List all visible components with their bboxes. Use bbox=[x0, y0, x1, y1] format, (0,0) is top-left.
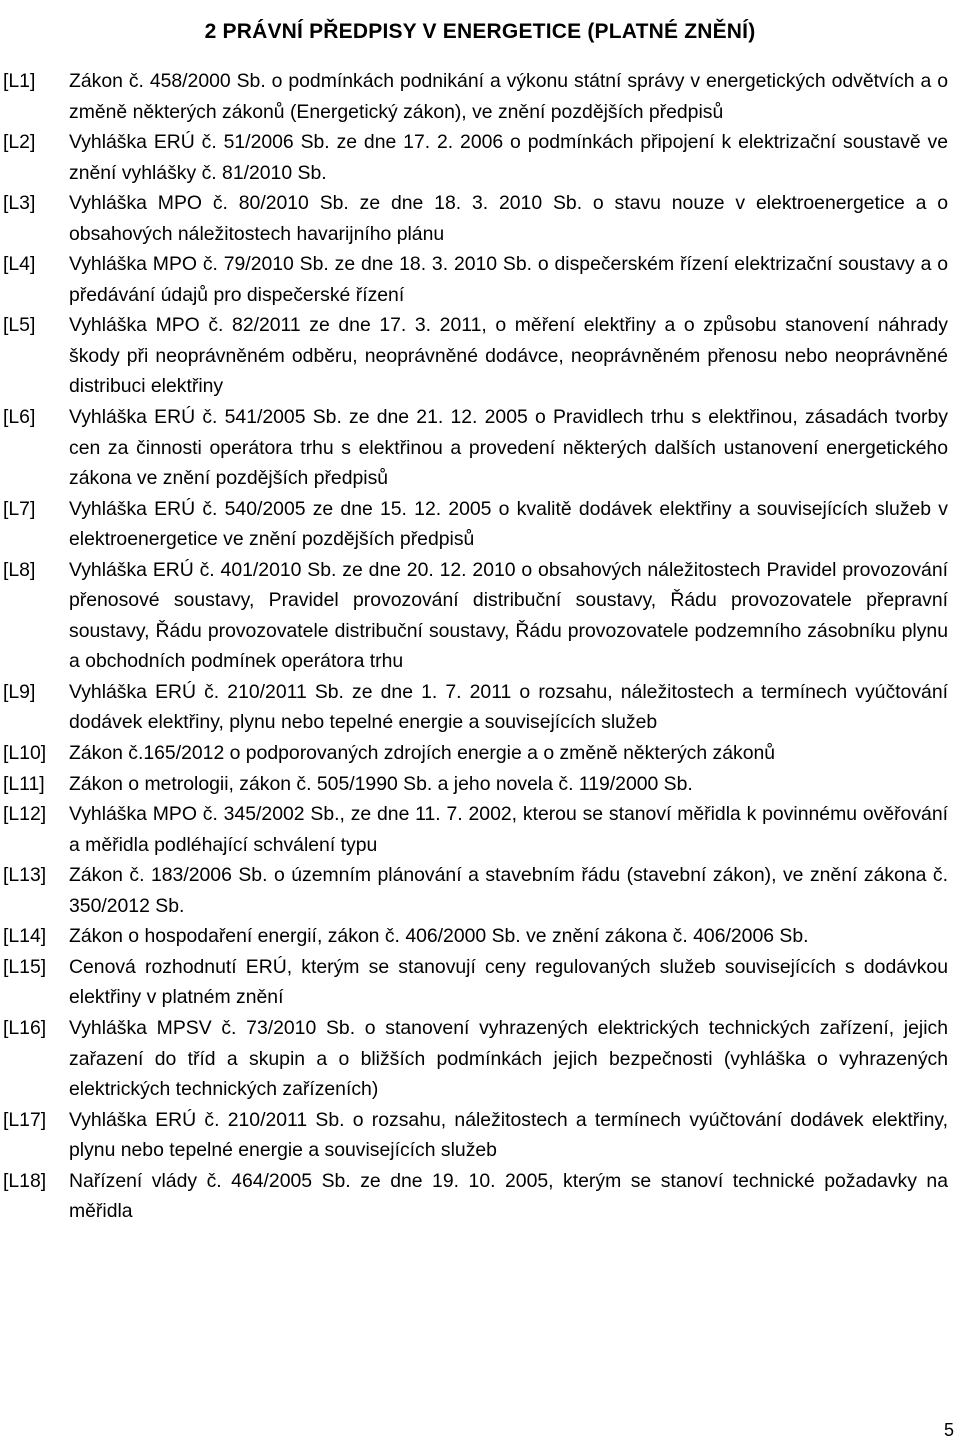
list-item bbox=[3, 677, 948, 738]
reference-label: [L11] bbox=[3, 772, 45, 795]
reference-text: Nařízení vlády č. 464/2005 Sb. ze dne 19. 10. 2005, kterým se stanoví technické požadavky na měřidla bbox=[69, 1169, 948, 1223]
reference-label: [L10] bbox=[3, 742, 47, 765]
list-item bbox=[3, 1013, 948, 1105]
list-item bbox=[3, 860, 948, 921]
reference-label: [L17] bbox=[3, 1108, 47, 1131]
reference-text: Vyhláška ERÚ č. 540/2005 ze dne 15. 12. 2005 o kvalitě dodávek elektřiny a souvisejících služeb v elektroenergetice ve znění pozdějších předpisů bbox=[69, 497, 948, 551]
list-item bbox=[3, 1166, 948, 1227]
reference-label: [L14] bbox=[3, 925, 47, 948]
list-item bbox=[3, 799, 948, 860]
reference-label: [L2] bbox=[3, 131, 36, 154]
reference-text: Zákon o metrologii, zákon č. 505/1990 Sb. a jeho novela č. 119/2000 Sb. bbox=[69, 772, 693, 795]
reference-label: [L6] bbox=[3, 406, 36, 429]
page-title: 2 PRÁVNÍ PŘEDPISY V ENERGETICE (PLATNÉ ZNĚNÍ) bbox=[204, 20, 756, 44]
reference-text: Zákon č. 183/2006 Sb. o územním plánování a stavebním řádu (stavební zákon), ve znění zákona č. 350/2012 Sb. bbox=[69, 864, 948, 917]
list-item bbox=[3, 555, 948, 677]
reference-label: [L13] bbox=[3, 864, 47, 887]
reference-label: [L3] bbox=[3, 192, 36, 215]
reference-text: Vyhláška ERÚ č. 541/2005 Sb. ze dne 21. 12. 2005 o Pravidlech trhu s elektřinou, zásadách tvorby cen za činnosti operátora trhu s elektřinou a provedení některých dalších ustanovení energetického zákona ve znění pozdějších předpisů bbox=[69, 406, 948, 490]
reference-label: [L18] bbox=[3, 1169, 47, 1192]
list-item bbox=[3, 66, 948, 127]
list-item bbox=[3, 769, 948, 800]
reference-text: Zákon č. 458/2000 Sb. o podmínkách podnikání a výkonu státní správy v energetických odvětvích a o změně některých zákonů (Energetický zákon), ve znění pozdějších předpisů bbox=[69, 70, 948, 123]
reference-text: Cenová rozhodnutí ERÚ, kterým se stanovují ceny regulovaných služeb souvisejících s dodávkou elektřiny v platném znění bbox=[69, 955, 948, 1009]
list-item bbox=[3, 127, 948, 188]
page-number: 5 bbox=[943, 1420, 954, 1440]
reference-text: Vyhláška MPO č. 345/2002 Sb., ze dne 11. 7. 2002, kterou se stanoví měřidla k povinnému ověřování a měřidla podléhající schválení typu bbox=[69, 803, 948, 856]
reference-list bbox=[3, 66, 948, 1227]
reference-label: [L12] bbox=[3, 803, 47, 826]
reference-text: Vyhláška ERÚ č. 401/2010 Sb. ze dne 20. 12. 2010 o obsahových náležitostech Pravidel provozování přenosové soustavy, Pravidel provozování distribuční soustavy, Řádu provozovatele přepravní soustavy, Řádu provozovatele distribuční soustavy, Řádu provozovatele podzemního zásobníku plynu a obchodních podmínek operátora trhu bbox=[69, 558, 948, 673]
reference-text: Vyhláška ERÚ č. 51/2006 Sb. ze dne 17. 2. 2006 o podmínkách připojení k elektrizační soustavě ve znění vyhlášky č. 81/2010 Sb. bbox=[69, 131, 948, 184]
reference-label: [L1] bbox=[3, 70, 36, 92]
reference-label: [L7] bbox=[3, 497, 36, 520]
reference-text: Zákon č.165/2012 o podporovaných zdrojích energie a o změně některých zákonů bbox=[69, 742, 776, 765]
list-item bbox=[3, 921, 948, 952]
reference-label: [L9] bbox=[3, 680, 36, 703]
reference-label: [L15] bbox=[3, 955, 47, 978]
reference-label: [L8] bbox=[3, 558, 36, 581]
list-item bbox=[3, 738, 948, 769]
list-item bbox=[3, 952, 948, 1013]
list-item bbox=[3, 402, 948, 494]
list-item bbox=[3, 310, 948, 402]
reference-label: [L16] bbox=[3, 1016, 47, 1039]
reference-text: Zákon o hospodaření energií, zákon č. 406/2000 Sb. ve znění zákona č. 406/2006 Sb. bbox=[69, 925, 809, 948]
list-item bbox=[3, 188, 948, 249]
reference-text: Vyhláška ERÚ č. 210/2011 Sb. ze dne 1. 7. 2011 o rozsahu, náležitostech a termínech vyúčtování dodávek elektřiny, plynu nebo tepelné energie a souvisejících služeb bbox=[69, 680, 948, 734]
reference-text: Vyhláška MPO č. 82/2011 ze dne 17. 3. 2011, o měření elektřiny a o způsobu stanovení náhrady škody při neoprávněném odběru, neoprávněné dodávce, neoprávněném přenosu nebo neoprávněné distribuci elektřiny bbox=[69, 314, 948, 398]
reference-text: Vyhláška MPO č. 80/2010 Sb. ze dne 18. 3. 2010 Sb. o stavu nouze v elektroenergetice a o obsahových náležitostech havarijního plánu bbox=[69, 192, 948, 245]
reference-text: Vyhláška MPSV č. 73/2010 Sb. o stanovení vyhrazených elektrických technických zařízení, jejich zařazení do tříd a skupin a o bližších podmínkách jejich bezpečnosti (vyhláška o vyhrazených elektrických technických zařízeních) bbox=[69, 1016, 948, 1101]
list-item bbox=[3, 494, 948, 555]
reference-text: Vyhláška MPO č. 79/2010 Sb. ze dne 18. 3. 2010 Sb. o dispečerském řízení elektrizační soustavy a o předávání údajů pro dispečerské řízení bbox=[69, 253, 948, 306]
reference-label: [L5] bbox=[3, 314, 36, 337]
list-item bbox=[3, 1105, 948, 1166]
reference-label: [L4] bbox=[3, 253, 36, 276]
reference-text: Vyhláška ERÚ č. 210/2011 Sb. o rozsahu, náležitostech a termínech vyúčtování dodávek elektřiny, plynu nebo tepelné energie a souvisejících služeb bbox=[69, 1108, 948, 1162]
list-item bbox=[3, 249, 948, 310]
